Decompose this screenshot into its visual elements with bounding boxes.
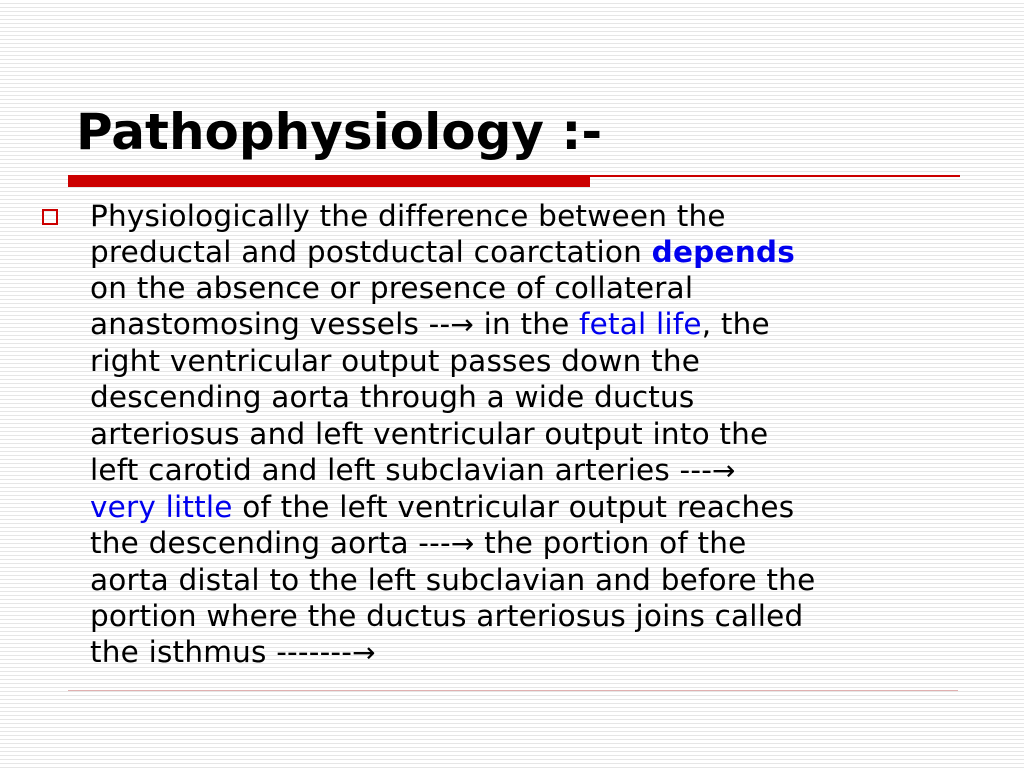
text-run: of the left ventricular output reaches — [232, 489, 795, 524]
right-arrow-icon: → — [450, 308, 474, 342]
text-run: the descending aorta --- — [90, 525, 451, 560]
paragraph-line — [90, 343, 1005, 379]
text-run: aorta distal to the left subclavian and before the — [90, 562, 816, 597]
paragraph-line — [90, 270, 1005, 306]
text-run: arteriosus and left ventricular output into the — [90, 416, 769, 451]
text-run: left carotid and left subclavian arteries --- — [90, 452, 713, 487]
highlighted-term: very little — [90, 489, 233, 524]
paragraph-line — [90, 198, 1005, 234]
text-run: portion where the ductus arteriosus joins called — [90, 599, 804, 634]
paragraph-line — [90, 452, 1005, 489]
text-run: the portion of the — [474, 525, 747, 560]
paragraph-line — [90, 598, 1005, 634]
paragraph-line — [90, 234, 1005, 270]
text-run: Physiologically the difference between the — [90, 199, 726, 233]
paragraph-line — [90, 416, 1005, 452]
highlighted-term: depends — [651, 235, 795, 270]
paragraph-line — [90, 306, 1005, 343]
paragraph-line — [90, 562, 1005, 598]
text-run: on the absence or presence of collateral — [90, 271, 694, 306]
text-run: descending aorta through a wide ductus — [90, 380, 695, 415]
right-arrow-icon: → — [712, 453, 736, 487]
text-run: the isthmus ------- — [90, 635, 353, 670]
footer-divider — [68, 690, 958, 691]
bullet-paragraph — [90, 198, 1005, 671]
paragraph-line — [90, 489, 1005, 525]
text-run: in the — [474, 307, 580, 342]
title-underline-red — [68, 175, 590, 187]
text-run: anastomosing vessels -- — [90, 307, 451, 342]
text-run: preductal and postductal coarctation — [90, 235, 652, 270]
highlighted-term: fetal life — [579, 307, 702, 342]
title-underline-thin — [590, 175, 960, 177]
slide-title: Pathophysiology :- — [76, 103, 603, 161]
paragraph-line — [90, 379, 1005, 415]
paragraph-line — [90, 525, 1005, 562]
right-arrow-icon: → — [450, 526, 475, 560]
text-run: , the — [701, 307, 770, 342]
text-run: right ventricular output passes down the — [90, 344, 701, 379]
paragraph-line — [90, 634, 1005, 671]
hollow-square-bullet-icon — [42, 209, 58, 225]
right-arrow-icon: → — [352, 636, 376, 670]
